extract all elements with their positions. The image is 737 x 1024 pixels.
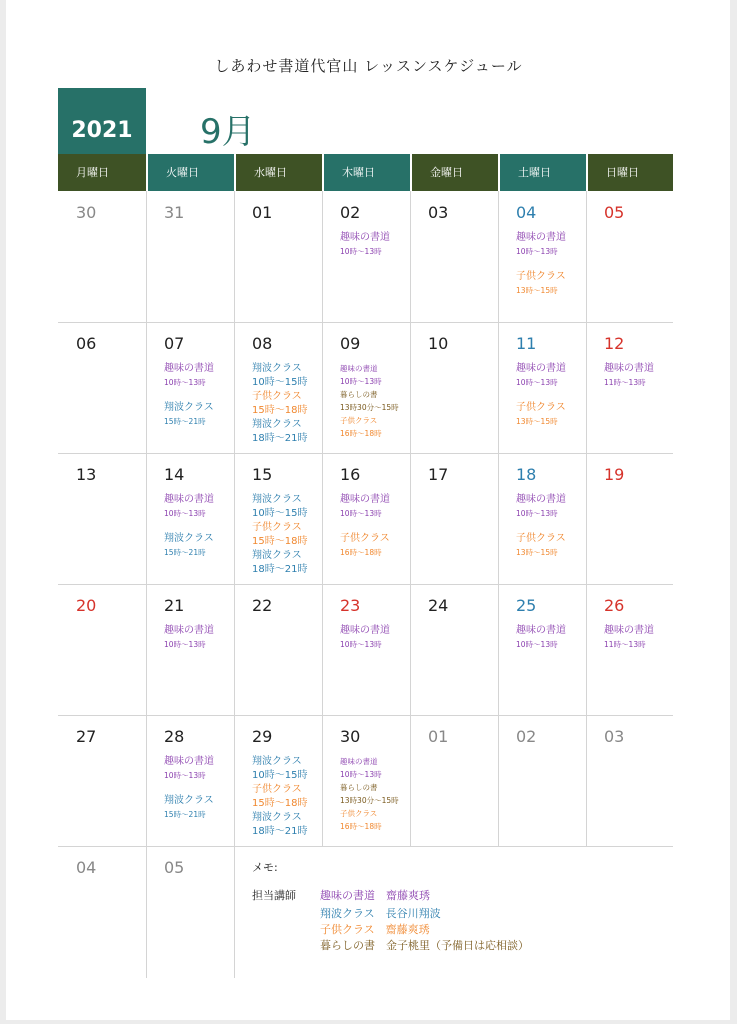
lesson-time: 10時～13時 <box>340 770 382 779</box>
day-number: 04 <box>76 858 97 877</box>
lesson-time: 16時～18時 <box>340 429 382 438</box>
lesson-name: 暮らしの書 <box>340 783 378 792</box>
day-cell <box>58 584 146 715</box>
day-number: 19 <box>604 465 625 484</box>
lesson-name: 趣味の書道 <box>340 364 378 373</box>
instructor-shoha: 翔波クラス 長谷川翔波 <box>320 907 441 920</box>
day-cell <box>586 715 674 846</box>
day-number: 03 <box>428 203 449 222</box>
lesson-time: 10時～13時 <box>164 640 206 649</box>
month-label: 9月 <box>200 112 256 152</box>
lesson-name: 子供クラス <box>340 533 390 544</box>
day-number: 28 <box>164 727 185 746</box>
lesson-time: 18時～21時 <box>252 433 308 444</box>
day-number: 04 <box>516 203 537 222</box>
lesson-time: 15時～21時 <box>164 548 206 557</box>
weekday-header-mon: 月曜日 <box>58 154 146 191</box>
day-cell <box>322 453 410 584</box>
lesson-time: 10時～13時 <box>516 640 558 649</box>
lesson-name: 趣味の書道 <box>340 625 390 636</box>
lesson-name: 趣味の書道 <box>604 625 654 636</box>
lesson-time: 10時～13時 <box>340 640 382 649</box>
lesson-name: 趣味の書道 <box>164 756 214 767</box>
lesson-name: 翔波クラス <box>252 550 302 561</box>
day-number: 14 <box>164 465 185 484</box>
day-number: 01 <box>428 727 449 746</box>
day-number: 01 <box>252 203 273 222</box>
day-number: 08 <box>252 334 273 353</box>
lesson-time: 10時～15時 <box>252 377 308 388</box>
lesson-time: 18時～21時 <box>252 826 308 837</box>
day-cell <box>498 715 586 846</box>
lesson-time: 10時～13時 <box>164 509 206 518</box>
day-number: 24 <box>428 596 449 615</box>
lesson-time: 13時～15時 <box>516 417 558 426</box>
lesson-time: 15時～18時 <box>252 798 308 809</box>
lesson-name: 子供クラス <box>340 416 378 425</box>
lesson-name: 趣味の書道 <box>340 757 378 766</box>
weekday-header-wed: 水曜日 <box>236 154 322 191</box>
day-number: 02 <box>340 203 361 222</box>
day-cell <box>146 191 234 322</box>
instructor-kids: 子供クラス 齋藤爽琇 <box>320 923 430 936</box>
lesson-name: 趣味の書道 <box>604 363 654 374</box>
day-cell <box>58 453 146 584</box>
lesson-time: 10時～13時 <box>516 509 558 518</box>
day-number: 05 <box>604 203 625 222</box>
day-number: 31 <box>164 203 185 222</box>
day-number: 22 <box>252 596 273 615</box>
lesson-name: 趣味の書道 <box>516 232 566 243</box>
lesson-time: 10時～13時 <box>164 378 206 387</box>
day-number: 26 <box>604 596 625 615</box>
day-number: 30 <box>340 727 361 746</box>
day-number: 07 <box>164 334 185 353</box>
day-cell <box>410 191 498 322</box>
lesson-name: 翔波クラス <box>252 494 302 505</box>
lesson-time: 16時～18時 <box>340 822 382 831</box>
instructor-kurashi: 暮らしの書 金子桃里（予備日は応相談） <box>320 939 529 952</box>
day-cell <box>498 584 586 715</box>
day-cell <box>234 453 322 584</box>
day-cell <box>146 322 234 453</box>
day-number: 11 <box>516 334 537 353</box>
day-number: 18 <box>516 465 537 484</box>
lesson-name: 翔波クラス <box>164 402 214 413</box>
lesson-time: 13時30分～15時 <box>340 796 399 805</box>
lesson-time: 15時～18時 <box>252 536 308 547</box>
lesson-name: 子供クラス <box>252 522 302 533</box>
lesson-time: 13時～15時 <box>516 286 558 295</box>
lesson-time: 11時～13時 <box>604 640 646 649</box>
day-number: 03 <box>604 727 625 746</box>
lesson-name: 趣味の書道 <box>516 494 566 505</box>
day-cell <box>146 453 234 584</box>
lesson-name: 趣味の書道 <box>516 625 566 636</box>
lesson-name: 暮らしの書 <box>340 390 378 399</box>
day-number: 12 <box>604 334 625 353</box>
lesson-time: 10時～13時 <box>516 247 558 256</box>
lesson-name: 翔波クラス <box>252 419 302 430</box>
day-number: 15 <box>252 465 273 484</box>
memo-label: メモ: <box>252 861 278 874</box>
day-cell <box>586 322 674 453</box>
day-number: 13 <box>76 465 97 484</box>
lesson-name: 子供クラス <box>516 402 566 413</box>
day-cell <box>58 322 146 453</box>
lesson-name: 子供クラス <box>252 784 302 795</box>
lesson-time: 10時～13時 <box>340 377 382 386</box>
day-number: 02 <box>516 727 537 746</box>
day-cell <box>146 715 234 846</box>
day-cell <box>586 453 674 584</box>
lesson-time: 10時～15時 <box>252 770 308 781</box>
weekday-header-fri: 金曜日 <box>412 154 498 191</box>
lesson-name: 趣味の書道 <box>516 363 566 374</box>
lesson-time: 10時～13時 <box>516 378 558 387</box>
year-badge: 2021 <box>58 88 146 154</box>
calendar-grid <box>58 191 673 978</box>
weekday-header-sat: 土曜日 <box>500 154 586 191</box>
day-cell <box>498 453 586 584</box>
day-cell <box>322 584 410 715</box>
lesson-name: 子供クラス <box>516 271 566 282</box>
day-cell <box>498 322 586 453</box>
lesson-name: 翔波クラス <box>164 795 214 806</box>
day-cell <box>322 322 410 453</box>
lesson-name: 翔波クラス <box>252 756 302 767</box>
lesson-time: 13時～15時 <box>516 548 558 557</box>
lesson-time: 18時～21時 <box>252 564 308 575</box>
lesson-name: 翔波クラス <box>252 363 302 374</box>
lesson-name: 翔波クラス <box>164 533 214 544</box>
lesson-name: 趣味の書道 <box>340 232 390 243</box>
day-cell <box>58 191 146 322</box>
lesson-time: 10時～13時 <box>164 771 206 780</box>
day-cell <box>410 715 498 846</box>
lesson-time: 10時～15時 <box>252 508 308 519</box>
instructors-label: 担当講師 <box>252 889 296 902</box>
day-cell <box>322 191 410 322</box>
lesson-name: 子供クラス <box>516 533 566 544</box>
day-cell <box>498 191 586 322</box>
day-number: 21 <box>164 596 185 615</box>
day-number: 27 <box>76 727 97 746</box>
day-cell <box>410 453 498 584</box>
day-number: 30 <box>76 203 97 222</box>
day-number: 29 <box>252 727 273 746</box>
day-cell <box>410 322 498 453</box>
weekday-header-thu: 木曜日 <box>324 154 410 191</box>
lesson-name: 翔波クラス <box>252 812 302 823</box>
day-cell <box>410 584 498 715</box>
lesson-name: 趣味の書道 <box>164 494 214 505</box>
day-cell <box>58 846 146 977</box>
day-cell <box>58 715 146 846</box>
day-cell <box>322 715 410 846</box>
day-cell <box>586 191 674 322</box>
lesson-time: 15時～21時 <box>164 810 206 819</box>
day-number: 17 <box>428 465 449 484</box>
lesson-time: 10時～13時 <box>340 509 382 518</box>
lesson-time: 16時～18時 <box>340 548 382 557</box>
day-number: 23 <box>340 596 361 615</box>
day-cell <box>234 322 322 453</box>
lesson-time: 11時～13時 <box>604 378 646 387</box>
lesson-time: 15時～18時 <box>252 405 308 416</box>
day-number: 06 <box>76 334 97 353</box>
day-cell <box>234 584 322 715</box>
day-number: 09 <box>340 334 361 353</box>
day-number: 20 <box>76 596 97 615</box>
day-number: 10 <box>428 334 449 353</box>
lesson-time: 13時30分～15時 <box>340 403 399 412</box>
lesson-name: 趣味の書道 <box>164 363 214 374</box>
day-number: 05 <box>164 858 185 877</box>
day-cell <box>586 584 674 715</box>
lesson-time: 15時～21時 <box>164 417 206 426</box>
day-cell <box>234 191 322 322</box>
lesson-time: 10時～13時 <box>340 247 382 256</box>
weekday-header-tue: 火曜日 <box>148 154 234 191</box>
weekday-header-sun: 日曜日 <box>588 154 673 191</box>
lesson-name: 趣味の書道 <box>340 494 390 505</box>
day-cell <box>146 584 234 715</box>
day-number: 16 <box>340 465 361 484</box>
page-title: しあわせ書道代官山 レッスンスケジュール <box>214 57 523 75</box>
day-number: 25 <box>516 596 537 615</box>
day-cell <box>146 846 234 977</box>
lesson-name: 子供クラス <box>340 809 378 818</box>
day-cell <box>234 715 322 846</box>
instructor-hobby: 趣味の書道 齋藤爽琇 <box>320 889 430 902</box>
lesson-name: 趣味の書道 <box>164 625 214 636</box>
lesson-name: 子供クラス <box>252 391 302 402</box>
